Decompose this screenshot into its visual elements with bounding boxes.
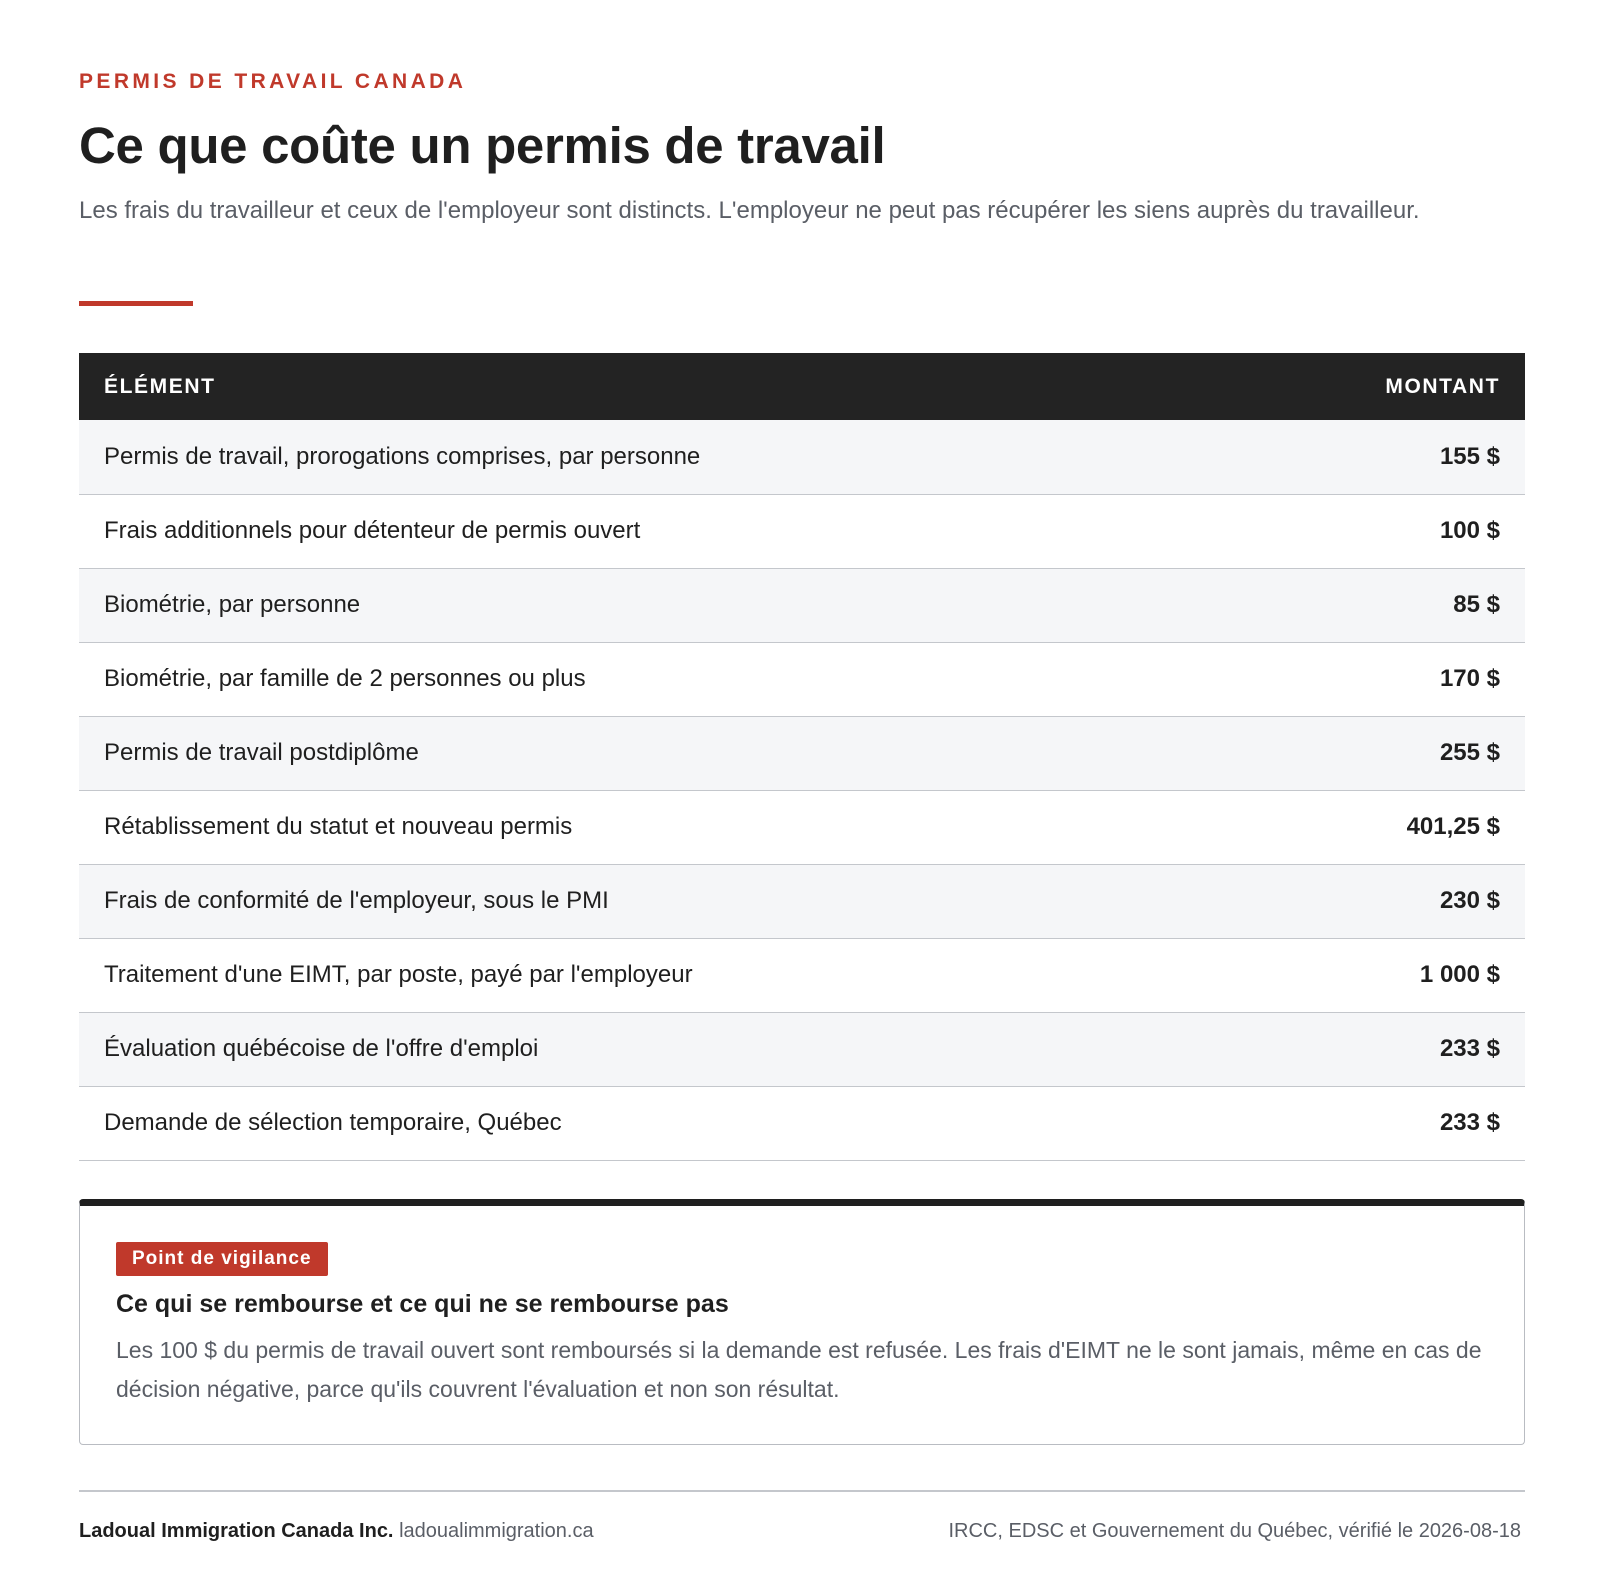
table-row	[79, 568, 1525, 642]
callout-body: Les 100 $ du permis de travail ouvert sont remboursés si la demande est refusée. Les frais d'EIMT ne le sont jamais, même en cas de décision négative, parce qu'ils couvrent l'évaluation et non son résultat.	[116, 1337, 1482, 1402]
accent-divider	[79, 301, 193, 306]
row-item: Biométrie, par personne	[79, 568, 1231, 642]
table-row	[79, 938, 1525, 1012]
row-item: Biométrie, par famille de 2 personnes ou plus	[79, 642, 1231, 716]
row-item: Rétablissement du statut et nouveau permis	[79, 790, 1231, 864]
table-row	[79, 1086, 1525, 1160]
row-amount: 233 $	[1231, 1086, 1525, 1160]
row-item: Demande de sélection temporaire, Québec	[79, 1086, 1231, 1160]
row-amount: 230 $	[1231, 864, 1525, 938]
footer-org-name: Ladoual Immigration Canada Inc.	[79, 1520, 394, 1542]
table-row	[79, 420, 1525, 494]
footer-website: ladoualimmigration.ca	[399, 1520, 594, 1542]
footer-brand	[79, 1520, 594, 1543]
footer-divider	[79, 1490, 1525, 1492]
row-amount: 100 $	[1231, 494, 1525, 568]
vigilance-badge: Point de vigilance	[116, 1242, 328, 1276]
table-row	[79, 716, 1525, 790]
eyebrow-label: PERMIS DE TRAVAIL CANADA	[79, 70, 467, 93]
row-item: Permis de travail postdiplôme	[79, 716, 1231, 790]
row-item: Évaluation québécoise de l'offre d'emploi	[79, 1012, 1231, 1086]
callout-title: Ce qui se rembourse et ce qui ne se rembourse pas	[116, 1290, 729, 1318]
row-item: Traitement d'une EIMT, par poste, payé par l'employeur	[79, 938, 1231, 1012]
row-amount: 85 $	[1231, 568, 1525, 642]
fee-table	[79, 353, 1525, 1161]
row-amount: 401,25 $	[1231, 790, 1525, 864]
table-row	[79, 1012, 1525, 1086]
vigilance-callout	[79, 1199, 1525, 1445]
footer-source: IRCC, EDSC et Gouvernement du Québec, vérifié le 2026-08-18	[948, 1520, 1521, 1542]
table-row	[79, 494, 1525, 568]
page-subtitle: Les frais du travailleur et ceux de l'employeur sont distincts. L'employeur ne peut pas récupérer les siens auprès du travailleur.	[79, 197, 1420, 224]
row-amount: 1 000 $	[1231, 938, 1525, 1012]
table-row	[79, 642, 1525, 716]
row-item: Frais additionnels pour détenteur de permis ouvert	[79, 494, 1231, 568]
table-row	[79, 790, 1525, 864]
row-item: Permis de travail, prorogations comprises, par personne	[79, 420, 1231, 494]
row-amount: 155 $	[1231, 420, 1525, 494]
row-amount: 255 $	[1231, 716, 1525, 790]
table-header-row	[79, 353, 1525, 420]
column-header-item: ÉLÉMENT	[79, 353, 1231, 420]
page-title: Ce que coûte un permis de travail	[79, 117, 886, 174]
row-amount: 233 $	[1231, 1012, 1525, 1086]
table-row	[79, 864, 1525, 938]
row-amount: 170 $	[1231, 642, 1525, 716]
row-item: Frais de conformité de l'employeur, sous le PMI	[79, 864, 1231, 938]
column-header-amount: MONTANT	[1231, 353, 1525, 420]
